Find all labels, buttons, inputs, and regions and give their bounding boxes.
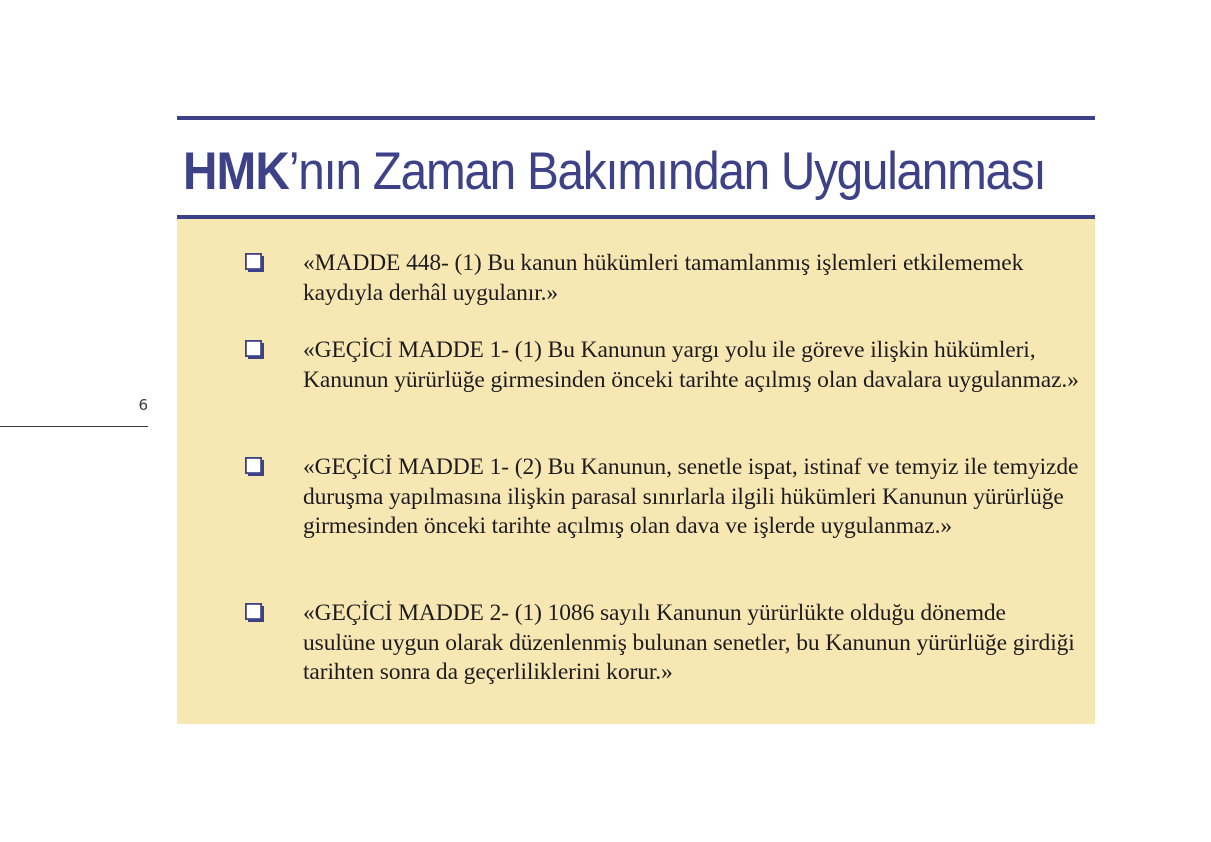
- list-item-text: «GEÇİCİ MADDE 1- (2) Bu Kanunun, senetle ispat, istinaf ve temyiz ile temyizde duruşma yapılmasına ilişkin parasal sınırlarla ilgili hükümleri Kanunun yürürlüğe girmesinden önceki tarihte açılmış olan dava ve işlerde uygulanmaz.»: [303, 454, 1079, 539]
- margin-rule: [0, 426, 148, 427]
- checkbox-icon: [245, 457, 265, 477]
- page-number: 6: [138, 396, 148, 414]
- slide: [177, 116, 1095, 724]
- slide-title: [183, 128, 1046, 214]
- title-top-rule: [177, 116, 1095, 120]
- list-item-text: «GEÇİCİ MADDE 2- (1) 1086 sayılı Kanunun yürürlükte olduğu dönemde usulüne uygun olarak düzenlenmiş bulunan senetler, bu Kanunun yürürlüğe girdiği tarihten sonra da geçerliliklerini korur.»: [303, 600, 1075, 685]
- list-item-text: «MADDE 448- (1) Bu kanun hükümleri tamamlanmış işlemleri etkilememek kaydıyla derhâl uygulanır.»: [303, 250, 1024, 306]
- checkbox-icon: [245, 603, 265, 623]
- checkbox-icon: [245, 253, 265, 273]
- checkbox-icon: [245, 340, 265, 360]
- slide-title-bold: HMK: [183, 141, 289, 201]
- list-item-text: «GEÇİCİ MADDE 1- (1) Bu Kanunun yargı yolu ile göreve ilişkin hükümleri, Kanunun yürürlüğe girmesinden önceki tarihte açılmış olan davalara uygulanmaz.»: [303, 337, 1079, 393]
- slide-title-rest: ’nın Zaman Bakımından Uygulanması: [288, 141, 1046, 201]
- content-panel: [177, 219, 1095, 724]
